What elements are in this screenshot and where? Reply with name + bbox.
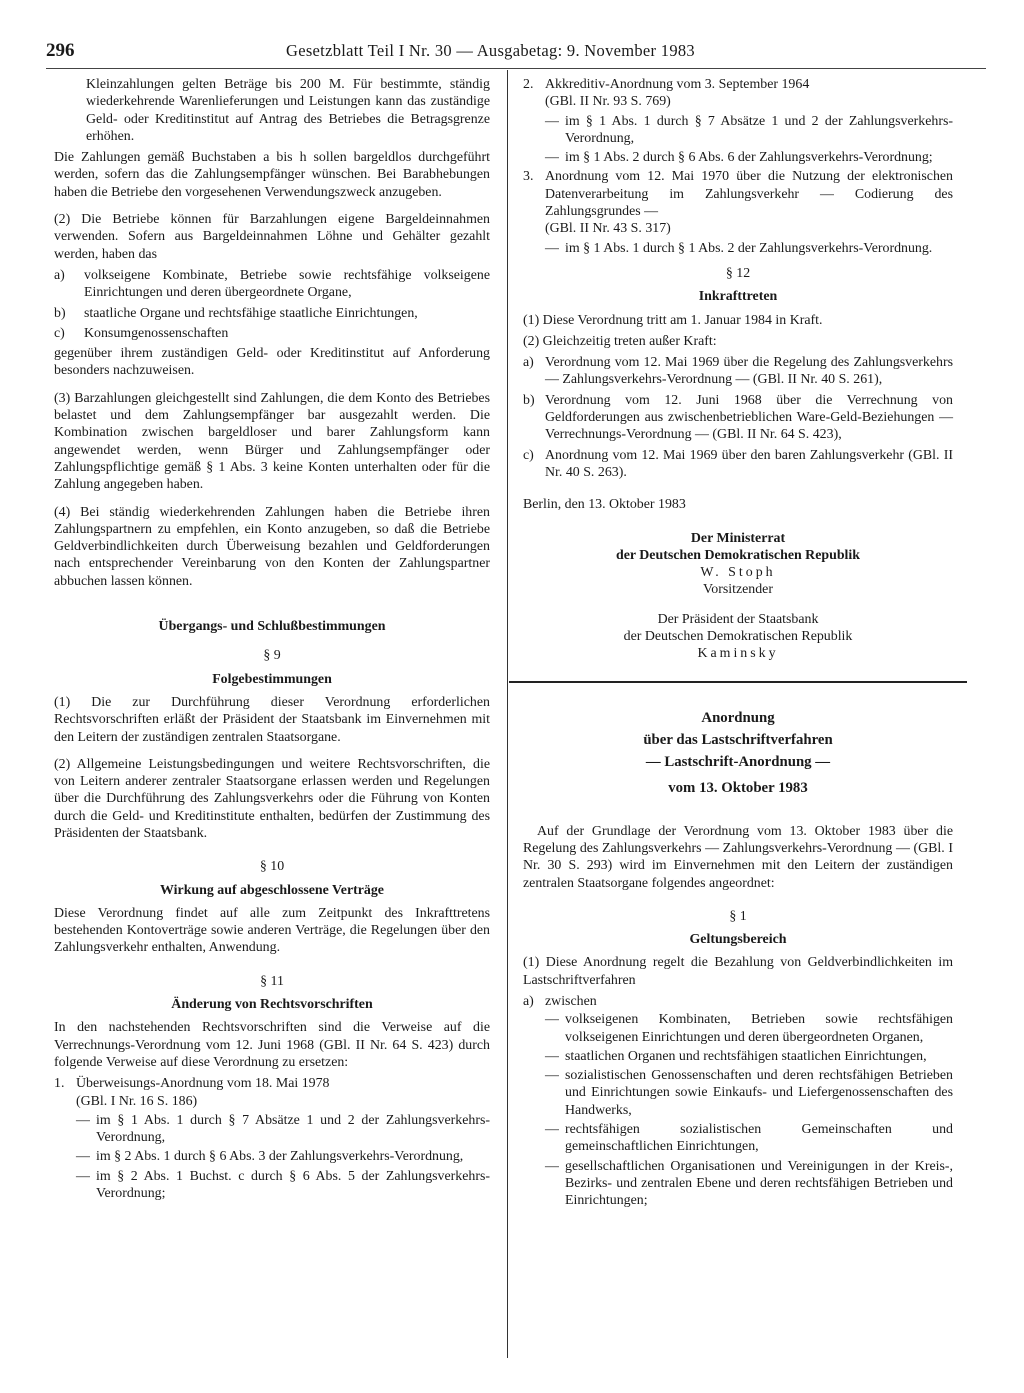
place-date: Berlin, den 13. Oktober 1983 [523,497,686,513]
section-number: § 9 [263,648,281,664]
list-text: Akkreditiv-Anordnung vom 3. September 1964 [545,77,810,92]
dash: — [76,1149,90,1165]
section-title: Inkrafttreten [698,289,778,305]
reference: (GBl. I Nr. 16 S. 186) [76,1093,198,1109]
dash-text: gesellschaftlichen Organisationen und Vereinigungen in der Kreis-, Bezirks- und zentralen Ebene und deren rechtsfähigen Betrieben und Einrichtungen; [565,1158,953,1209]
header-title: Gesetzblatt Teil I Nr. 30 — Ausgabetag: 9. November 1983 [286,41,695,60]
dash: — [545,150,559,166]
paragraph: Diese Verordnung findet auf alle zum Zeitpunkt des Inkrafttretens bestehenden Kontoverträge sowie anderen Verträge, die Regelungen über den Zahlungsverkehr enthalten, Anwendung. [54,905,490,956]
list-item [523,993,953,1010]
page-number: 296 [46,40,75,61]
list-text: Anordnung vom 12. Mai 1969 über den baren Zahlungsverkehr (GBl. II Nr. 40 S. 263). [545,447,953,480]
list-item [523,168,953,220]
dash: — [545,1158,559,1174]
list-label: c) [523,447,534,463]
dash-item [545,1048,953,1065]
dash: — [545,113,559,129]
list-text: Konsumgenossenschaften [84,325,229,341]
dash-item [545,1011,953,1046]
list-text: Verordnung vom 12. Mai 1969 über die Regelung des Zahlungsverkehrs — Zahlungsverkehrs-Verordnung — (GBl. II Nr. 40 S. 261), [545,355,953,388]
list-item [523,76,953,93]
section-title: Änderung von Rechtsvorschriften [171,997,373,1013]
ordinance-title [523,707,953,799]
list-item [523,392,953,444]
dash-text: im § 2 Abs. 1 durch § 6 Abs. 3 der Zahlungsverkehrs-Verordnung, [96,1149,464,1165]
section-number: § 10 [259,859,285,875]
header-rule [46,68,986,69]
list-item [523,354,953,389]
dash-item [545,1121,953,1156]
dash: — [545,1048,559,1064]
list-item [54,325,490,342]
dash-item [76,1112,490,1147]
dash-text: im § 1 Abs. 1 durch § 7 Absätze 1 und 2 der Zahlungsverkehrs-Verordnung, [96,1112,490,1146]
signature-name: W. Stoph [700,565,776,581]
reference: (GBl. II Nr. 93 S. 769) [545,94,671,110]
section-number: § 12 [725,265,751,281]
list-label: c) [54,325,65,341]
dash-text: im § 1 Abs. 2 durch § 6 Abs. 6 der Zahlungsverkehrs-Verordnung; [565,150,933,166]
list-label: b) [54,305,66,321]
list-text: volkseigene Kombinate, Betriebe sowie rechtsfähige volkseigene Einrichtungen und deren übergeordnete Organe, [84,267,490,301]
list-text: Überweisungs-Anordnung vom 18. Mai 1978 [76,1076,330,1092]
dash-text: im § 2 Abs. 1 Buchst. c durch § 6 Abs. 5 der Zahlungsverkehrs-Verordnung; [96,1168,490,1202]
list-label: a) [523,993,534,1009]
dash-text: rechtsfähigen sozialistischen Gemeinschaften und gemeinschaftlichen Einrichtungen, [565,1122,953,1155]
paragraph: (2) Allgemeine Leistungsbedingungen und weitere Rechtsvorschriften, die von Leitern anderer zentraler Staatsorgane erlassen werden und Regelungen über die Durchführung des Zahlungsverkehrs oder die Führung von Konten durch die Geld- und Kreditinstitute enthalten, bedürfen der Zustimmung des Präsidenten der Staatsbank. [54,756,490,841]
paragraph: In den nachstehenden Rechtsvorschriften sind die Verweise auf die Verrechnungs-Verordnung vom 12. Juni 1968 (GBl. II Nr. 64 S. 423) durch folgende Verweise auf diese Verordnung zu ersetzen: [54,1020,490,1070]
dash: — [76,1168,90,1184]
list-item [54,305,490,322]
dash-text: staatlichen Organen und rechtsfähigen staatlichen Einrichtungen, [565,1048,927,1064]
dash-item [545,149,953,166]
list-label: 1. [54,1076,65,1092]
dash-item [545,1158,953,1210]
section-rule [509,681,967,683]
left-column [54,76,490,1204]
dash: — [545,1122,559,1138]
dash-item [545,113,953,148]
section-number: § 11 [260,973,284,989]
signature-org: Der Ministerrat [690,530,786,546]
dash-text: im § 1 Abs. 1 durch § 1 Abs. 2 der Zahlungsverkehrs-Verordnung. [565,240,933,256]
dash-text: volkseigenen Kombinaten, Betrieben sowie rechtsfähigen volkseigenen Einrichtungen und deren übergeordneten Organen, [565,1012,953,1045]
paragraph: (2) Gleichzeitig treten außer Kraft: [523,333,717,349]
section-title: Wirkung auf abgeschlossene Verträge [160,882,384,898]
title-line: über das Lastschriftverfahren [643,731,833,748]
column-divider [507,70,508,1358]
paragraph: (1) Diese Anordnung regelt die Bezahlung von Geldverbindlichkeiten im Lastschriftverfahren [523,955,953,988]
paragraph: (1) Die zur Durchführung dieser Verordnung erforderlichen Rechtsvorschriften erläßt der Präsident der Staatsbank im Einvernehmen mit den Leitern der zuständigen zentralen Staatsorgane. [54,694,490,745]
title-line: — Lastschrift-Anordnung — [645,753,831,770]
title-line: vom 13. Oktober 1983 [668,779,808,796]
dash-item [76,1168,490,1203]
list-text: staatliche Organe und rechtsfähige staatliche Einrichtungen, [84,305,418,321]
paragraph: Die Zahlungen gemäß Buchstaben a bis h sollen bargeldlos durchgeführt werden, sofern das die Zahlungsempfänger wünschen. Bei Barabhebungen haben die Betriebe den vorgesehenen Verwendungszweck anzugeben. [54,150,490,200]
section-title: Geltungsbereich [689,932,787,948]
title-line: Anordnung [701,709,775,726]
right-column [523,76,953,1212]
paragraph: (4) Bei ständig wiederkehrenden Zahlungen haben die Betriebe ihren Zahlungspartnern zu empfehlen, ein Konto anzugeben, so daß die Betriebe Geldverbindlichkeiten durch Überweisung bezahlen und Geldforderungen nach entsprechender Vereinbarung von den Konten der Zahlungspartner abbuchen lassen können. [54,504,490,589]
paragraph: gegenüber ihrem zuständigen Geld- oder Kreditinstitut auf Anforderung besonders nachzuweisen. [54,346,490,379]
paragraph: (3) Barzahlungen gleichgestellt sind Zahlungen, die dem Konto des Betriebes belastet und dem Zahlungsempfänger bar ausgezahlt werden. Die Kombination zwischen bargeldloser und barer Zahlungsform kann angewendet werden, wenn Bürger und Zahlungsempfänger oder Zahlungspflichtige gemäß § 1 Abs. 3 keine Konten unterhalten oder für die Zahlung angegeben haben. [54,390,490,493]
signature-org: Der Präsident der Staatsbank [657,611,819,627]
list-label: 3. [523,169,534,185]
paragraph: Kleinzahlungen gelten Beträge bis 200 M. Für bestimmte, ständig wiederkehrende Warenlieferungen und Leistungen kann das zuständige Geld- oder Kreditinstitut auf Antrag des Betriebes die Betragsgrenze erhöhen. [86,77,490,144]
dash: — [76,1112,90,1128]
section-heading: Übergangs- und Schlußbestimmungen [158,619,386,635]
dash: — [545,1012,559,1028]
list-label: b) [523,392,535,408]
signature-role: Vorsitzender [703,582,773,598]
list-text: zwischen [545,993,597,1009]
list-label: 2. [523,77,534,92]
signature-name: Kaminsky [697,646,779,662]
paragraph: (2) Die Betriebe können für Barzahlungen eigene Bargeldeinnahmen verwenden. Sofern aus Bargeldeinnahmen Löhne und Gehälter gezahlt werden, haben das [54,212,490,262]
dash: — [545,1068,559,1084]
list-item [54,267,490,302]
dash-text: sozialistischen Genossenschaften und deren rechtsfähigen Betrieben und Einrichtungen sowie Einkaufs- und Liefergenossenschaften des Handwerks, [565,1068,953,1118]
dash-item [545,240,953,257]
reference: (GBl. II Nr. 43 S. 317) [545,221,671,237]
dash-item [76,1148,490,1165]
signature-org: der Deutschen Demokratischen Republik [616,547,860,563]
section-number: § 1 [729,908,747,924]
dash-item [545,1067,953,1119]
paragraph: Auf der Grundlage der Verordnung vom 13. Oktober 1983 über die Regelung des Zahlungsverkehrs — Zahlungsverkehrs-Verordnung — (GBl. I Nr. 30 S. 293) wird im Einvernehmen mit den Leitern der zuständigen zentralen Staatsorgane folgendes angeordnet: [523,823,953,891]
dash: — [545,240,559,256]
list-text: Verordnung vom 12. Juni 1968 über die Verrechnung von Geldforderungen aus zwischenbetrieblichen Ware-Geld-Beziehungen — Verrechnungs-Verordnung — (GBl. II Nr. 64 S. 423), [545,392,953,443]
dash-text: im § 1 Abs. 1 durch § 7 Absätze 1 und 2 der Zahlungsverkehrs-Verordnung, [565,113,953,146]
list-item [523,447,953,482]
list-item [54,1075,490,1092]
paragraph: (1) Diese Verordnung tritt am 1. Januar 1984 in Kraft. [523,312,823,328]
section-title: Folgebestimmungen [212,671,332,687]
signature-org: der Deutschen Demokratischen Republik [623,629,853,645]
list-label: a) [54,267,65,283]
list-label: a) [523,355,534,371]
list-text: Anordnung vom 12. Mai 1970 über die Nutzung der elektronischen Datenverarbeitung im Zahlungsverkehr — Codierung des Zahlungsgrundes — [545,169,953,220]
page-header [46,40,986,66]
